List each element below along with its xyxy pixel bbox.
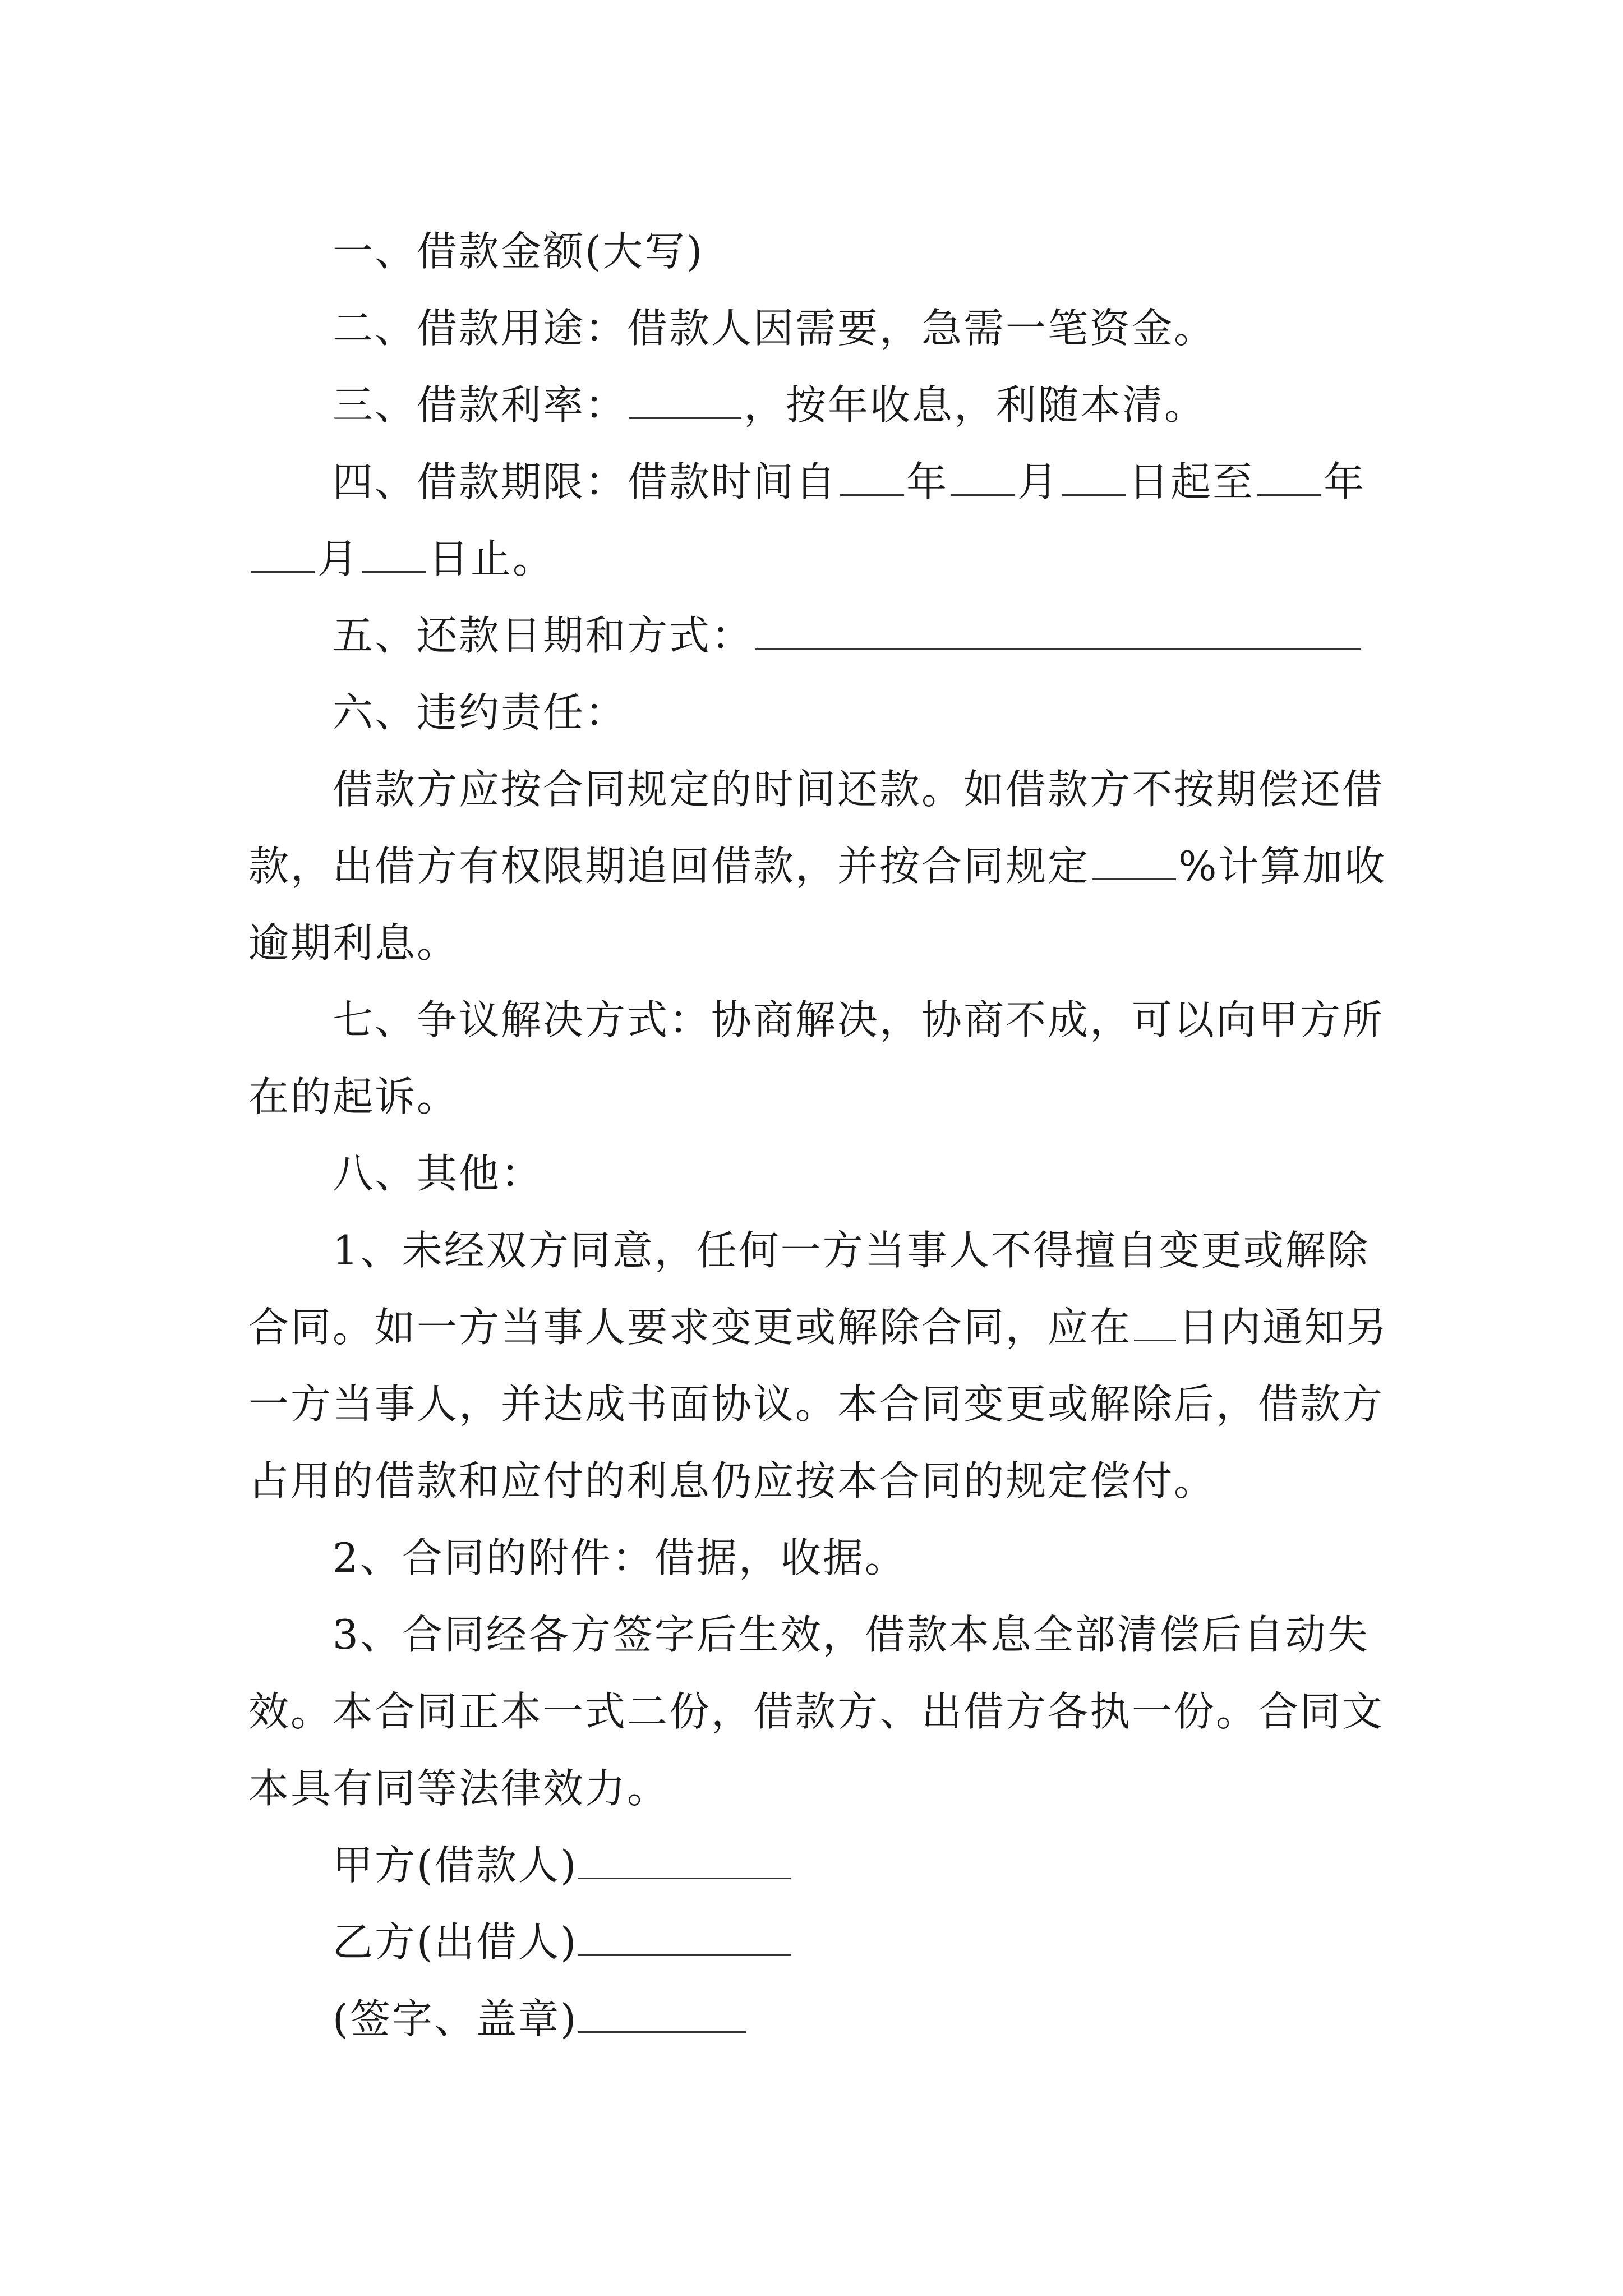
- clause-text: %计算加收逾期利息。: [248, 843, 1387, 967]
- clause-text: 借款方应按合同规定的时间还款。如借款方不按期偿还借款，出借方有权限期追回借款，并按合同规定: [248, 766, 1385, 890]
- clause-text: 日内通知另一方当事人，并达成书面协议。本合同变更或解除后，借款方占用的借款和应付的利息仍应按本合同的规定偿付。: [248, 1304, 1389, 1504]
- clause-other-1: [248, 1212, 1393, 1520]
- clause-text: 五、还款日期和方式：: [333, 612, 754, 659]
- contract-body: [248, 213, 1393, 2058]
- clause-text: 四、借款期限：借款时间自: [333, 458, 838, 505]
- clause-text: ，按年收息，利随本清。: [744, 381, 1207, 429]
- signature-label: (签字、盖章): [333, 1995, 578, 2042]
- clause-text: 3、合同经各方签字后生效，借款本息全部清偿后自动失效。本合同正本一式二份，借款方、出借方各执一份。合同文本具有同等法律效力。: [248, 1611, 1385, 1812]
- clause-text: 三、借款利率：: [333, 381, 628, 429]
- clause-text: 日止。: [428, 535, 555, 582]
- clause-dispute: [248, 982, 1393, 1135]
- clause-text: 一、借款金额(大写): [333, 228, 704, 275]
- clause-repayment: [248, 597, 1393, 674]
- blank-field: [251, 531, 315, 573]
- signature-line: [578, 1837, 791, 1879]
- signature-seal: [248, 1981, 1393, 2058]
- clause-loan-purpose: [248, 290, 1393, 367]
- clause-text: 六、违约责任：: [333, 689, 628, 736]
- blank-field: [1092, 838, 1176, 880]
- blank-field: [362, 531, 426, 573]
- signature-label: 甲方(借款人): [333, 1842, 578, 1889]
- clause-liability-title: [248, 674, 1393, 751]
- clause-text: 年: [1324, 458, 1366, 505]
- blank-field: [755, 608, 1361, 650]
- clause-interest-rate: [248, 367, 1393, 444]
- blank-field: [1062, 454, 1126, 496]
- signature-line: [578, 1991, 746, 2033]
- clause-liability-body: [248, 751, 1393, 982]
- signature-party-a: [248, 1827, 1393, 1904]
- blank-field: [1134, 1299, 1176, 1341]
- clause-loan-amount: [248, 213, 1393, 290]
- signature-line: [578, 1914, 791, 1956]
- clause-loan-term: [248, 444, 1393, 597]
- clause-text: 月: [317, 535, 360, 582]
- clause-other-title: [248, 1135, 1393, 1212]
- clause-other-3: [248, 1596, 1393, 1827]
- clause-text: 年: [906, 458, 949, 505]
- blank-field: [1257, 454, 1321, 496]
- signature-party-b: [248, 1904, 1393, 1981]
- clause-text: 日起至: [1128, 458, 1255, 505]
- clause-text: 八、其他：: [333, 1150, 543, 1197]
- clause-text: 月: [1017, 458, 1060, 505]
- clause-text: 2、合同的附件：借据，收据。: [333, 1534, 907, 1581]
- clause-other-2: [248, 1520, 1393, 1596]
- signature-label: 乙方(出借人): [333, 1918, 578, 1966]
- clause-text: 二、借款用途：借款人因需要，急需一笔资金。: [333, 305, 1216, 352]
- clause-text: 七、争议解决方式：协商解决，协商不成，可以向甲方所在的起诉。: [248, 996, 1385, 1120]
- clause-text: 1、未经双方同意，任何一方当事人不得擅自变更或解除合同。如一方当事人要求变更或解除合同，应在: [248, 1227, 1370, 1351]
- blank-field: [951, 454, 1015, 496]
- blank-field: [629, 377, 741, 419]
- blank-field: [840, 454, 904, 496]
